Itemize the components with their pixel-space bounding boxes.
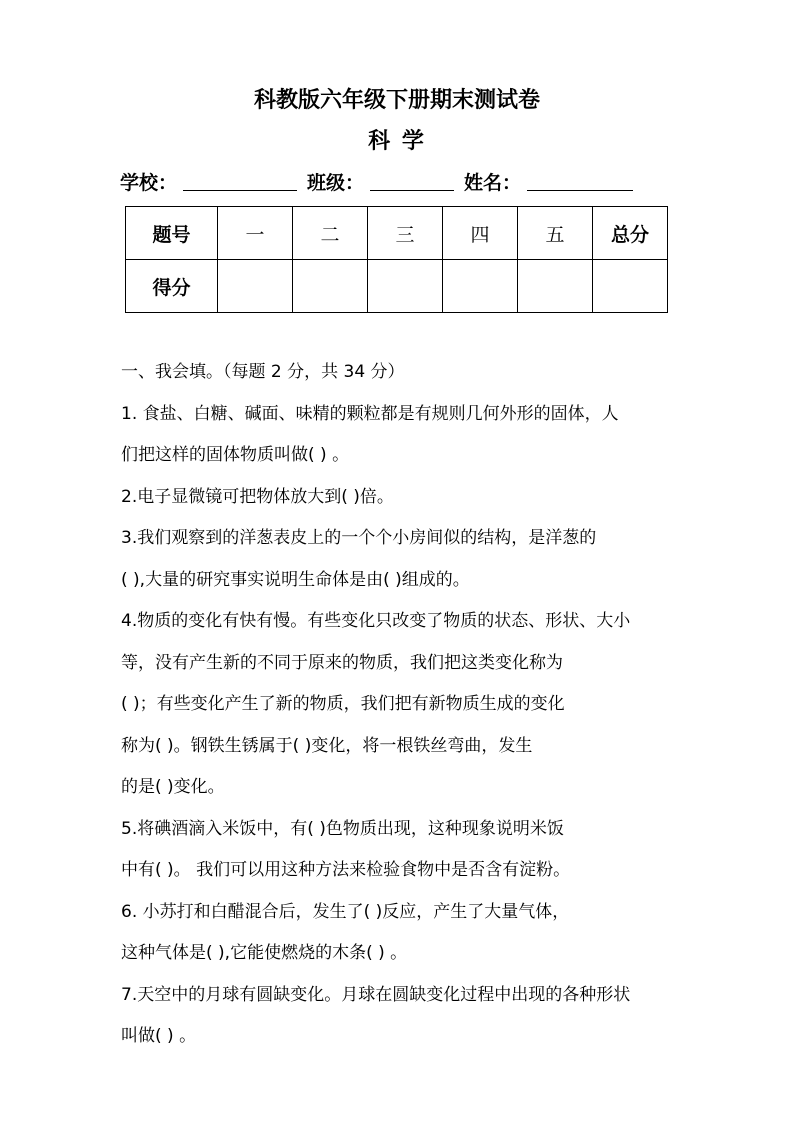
score-table-score-row [126, 260, 668, 313]
question-line: 3.我们观察到的洋葱表皮上的一个个小房间似的结构，是洋葱的 [121, 528, 597, 548]
subject-title: 科 学 [368, 128, 426, 154]
question-line: 7.天空中的月球有圆缺变化。月球在圆缺变化过程中出现的各种形状 [121, 984, 631, 1005]
school-label: 学校： [120, 172, 178, 194]
question-line: 等，没有产生新的不同于原来的物质，我们把这类变化称为 [121, 652, 563, 673]
name-label: 姓名： [464, 172, 522, 194]
section-4-header: 四 [443, 207, 518, 260]
question-line: 6. 小苏打和白醋混合后，发生了( )反应，产生了大量气体， [121, 901, 570, 922]
score-cell[interactable] [443, 260, 518, 313]
section-heading: 一、我会填。（每题 2 分，共 34 分） [121, 362, 405, 382]
name-blank[interactable] [527, 189, 633, 191]
question-line: 的是( )变化。 [121, 777, 225, 797]
question-line: 中有( )。 我们可以用这种方法来检验食物中是否含有淀粉。 [121, 860, 571, 880]
question-line: 叫做( ) 。 [121, 1026, 197, 1046]
question-line: 们把这样的固体物质叫做( ) 。 [121, 445, 350, 465]
student-info-row [120, 168, 643, 195]
class-blank[interactable] [370, 189, 454, 191]
total-score-cell[interactable] [593, 260, 668, 313]
question-line: 称为( )。钢铁生锈属于( )变化，将一根铁丝弯曲，发生 [121, 735, 533, 756]
class-label: 班级： [307, 172, 365, 194]
question-line: 2.电子显微镜可把物体放大到( )倍。 [121, 486, 394, 507]
score-cell[interactable] [368, 260, 443, 313]
section-2-header: 二 [293, 207, 368, 260]
section-3-header: 三 [368, 207, 443, 260]
total-score-header: 总分 [593, 207, 668, 260]
question-line: ( ),大量的研究事实说明生命体是由( )组成的。 [121, 569, 470, 590]
question-content [121, 352, 681, 1058]
school-blank[interactable] [183, 189, 297, 191]
score-cell[interactable] [293, 260, 368, 313]
score-cell[interactable] [218, 260, 293, 313]
question-line: 1. 食盐、白糖、碱面、味精的颗粒都是有规则几何外形的固体，人 [121, 403, 619, 424]
question-line: 5.将碘酒滴入米饭中，有( )色物质出现，这种现象说明米饭 [121, 818, 564, 839]
question-line: 4.物质的变化有快有慢。有些变化只改变了物质的状态、形状、大小 [121, 611, 631, 631]
exam-title: 科教版六年级下册期末测试卷 [253, 87, 540, 113]
question-line: ( )；有些变化产生了新的物质，我们把有新物质生成的变化 [121, 694, 565, 714]
score-table-header-row [126, 207, 668, 260]
section-1-header: 一 [218, 207, 293, 260]
question-number-header: 题号 [126, 207, 218, 260]
score-table [125, 206, 668, 313]
score-cell[interactable] [518, 260, 593, 313]
score-label: 得分 [126, 260, 218, 313]
section-5-header: 五 [518, 207, 593, 260]
question-line: 这种气体是( ),它能使燃烧的木条( ) 。 [121, 943, 408, 963]
